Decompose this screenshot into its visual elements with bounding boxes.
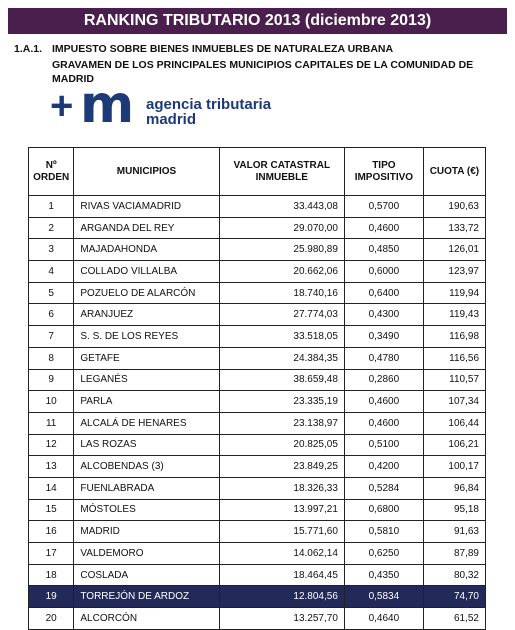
cell-municipio: POZUELO DE ALARCÓN	[74, 282, 219, 304]
cell-orden: 17	[29, 543, 74, 565]
cell-orden: 10	[29, 391, 74, 413]
cell-tipo-impositivo: 0,5834	[344, 586, 423, 608]
cell-orden: 15	[29, 499, 74, 521]
cell-municipio: LAS ROZAS	[74, 434, 219, 456]
cell-cuota: 100,17	[423, 456, 485, 478]
table-row	[29, 434, 486, 456]
cell-tipo-impositivo: 0,4300	[344, 304, 423, 326]
cell-municipio: RIVAS VACIAMADRID	[74, 196, 219, 218]
table-row	[29, 326, 486, 348]
section-title: IMPUESTO SOBRE BIENES INMUEBLES DE NATURALEZA URBANA	[52, 43, 394, 55]
cell-tipo-impositivo: 0,4780	[344, 347, 423, 369]
cell-tipo-impositivo: 0,3490	[344, 326, 423, 348]
table-row	[29, 304, 486, 326]
cell-valor-catastral: 23.849,25	[219, 456, 344, 478]
cell-orden: 1	[29, 196, 74, 218]
cell-orden: 11	[29, 412, 74, 434]
cell-orden: 3	[29, 239, 74, 261]
cell-valor-catastral: 14.062,14	[219, 543, 344, 565]
header-valor-catastral: VALOR CATASTRAL INMUEBLE	[219, 148, 344, 196]
cell-tipo-impositivo: 0,6800	[344, 499, 423, 521]
logo-plus-icon: +	[50, 84, 74, 128]
cell-tipo-impositivo: 0,4850	[344, 239, 423, 261]
table-row	[29, 564, 486, 586]
cell-municipio: LEGANÉS	[74, 369, 219, 391]
cell-municipio: ALCALÁ DE HENARES	[74, 412, 219, 434]
cell-cuota: 107,34	[423, 391, 485, 413]
cell-valor-catastral: 12.804,56	[219, 586, 344, 608]
cell-municipio: FUENLABRADA	[74, 477, 219, 499]
table-body	[29, 196, 486, 630]
cell-tipo-impositivo: 0,6400	[344, 282, 423, 304]
table-subtitle: GRAVAMEN DE LOS PRINCIPALES MUNICIPIOS CAPITALES DE LA COMUNIDAD DE MADRID	[52, 59, 474, 85]
cell-orden: 2	[29, 217, 74, 239]
cell-orden: 16	[29, 521, 74, 543]
cell-orden: 14	[29, 477, 74, 499]
cell-orden: 8	[29, 347, 74, 369]
cell-orden: 4	[29, 261, 74, 283]
logo-m-icon: m	[80, 75, 135, 135]
cell-cuota: 91,63	[423, 521, 485, 543]
cell-valor-catastral: 20.662,06	[219, 261, 344, 283]
cell-municipio: MADRID	[74, 521, 219, 543]
logo-text	[146, 97, 271, 127]
cell-cuota: 123,97	[423, 261, 485, 283]
cell-municipio: PARLA	[74, 391, 219, 413]
agencia-tributaria-logo	[50, 75, 310, 135]
cell-municipio: TORREJÓN DE ARDOZ	[74, 586, 219, 608]
cell-tipo-impositivo: 0,4350	[344, 564, 423, 586]
cell-municipio: ARGANDA DEL REY	[74, 217, 219, 239]
cell-municipio: S. S. DE LOS REYES	[74, 326, 219, 348]
cell-municipio: ALCOBENDAS (3)	[74, 456, 219, 478]
cell-orden: 9	[29, 369, 74, 391]
table-row	[29, 477, 486, 499]
cell-valor-catastral: 18.326,33	[219, 477, 344, 499]
cell-valor-catastral: 23.138,97	[219, 412, 344, 434]
cell-valor-catastral: 23.335,19	[219, 391, 344, 413]
cell-cuota: 106,44	[423, 412, 485, 434]
cell-cuota: 61,52	[423, 608, 485, 630]
cell-cuota: 126,01	[423, 239, 485, 261]
cell-tipo-impositivo: 0,5284	[344, 477, 423, 499]
cell-cuota: 190,63	[423, 196, 485, 218]
cell-valor-catastral: 13.997,21	[219, 499, 344, 521]
table-row	[29, 239, 486, 261]
cell-municipio: VALDEMORO	[74, 543, 219, 565]
cell-valor-catastral: 13.257,70	[219, 608, 344, 630]
cell-orden: 5	[29, 282, 74, 304]
cell-cuota: 119,94	[423, 282, 485, 304]
report-banner: RANKING TRIBUTARIO 2013 (diciembre 2013)	[8, 8, 507, 34]
table-row	[29, 521, 486, 543]
header-cuota: CUOTA (€)	[423, 148, 485, 196]
cell-orden: 19	[29, 586, 74, 608]
cell-cuota: 95,18	[423, 499, 485, 521]
cell-tipo-impositivo: 0,4600	[344, 217, 423, 239]
table-row	[29, 499, 486, 521]
table-row	[29, 261, 486, 283]
cell-valor-catastral: 18.740,16	[219, 282, 344, 304]
cell-valor-catastral: 27.774,03	[219, 304, 344, 326]
cell-tipo-impositivo: 0,5700	[344, 196, 423, 218]
cell-valor-catastral: 20.825,05	[219, 434, 344, 456]
cell-cuota: 87,89	[423, 543, 485, 565]
cell-cuota: 106,21	[423, 434, 485, 456]
cell-tipo-impositivo: 0,4640	[344, 608, 423, 630]
cell-valor-catastral: 33.518,05	[219, 326, 344, 348]
table-row	[29, 412, 486, 434]
section-number: 1.A.1.	[14, 43, 43, 55]
cell-cuota: 116,98	[423, 326, 485, 348]
table-row	[29, 608, 486, 630]
cell-municipio: COSLADA	[74, 564, 219, 586]
cell-municipio: MAJADAHONDA	[74, 239, 219, 261]
cell-cuota: 74,70	[423, 586, 485, 608]
logo-text-line1: agencia tributaria	[146, 96, 272, 113]
cell-tipo-impositivo: 0,5100	[344, 434, 423, 456]
cell-valor-catastral: 29.070,00	[219, 217, 344, 239]
cell-cuota: 133,72	[423, 217, 485, 239]
cell-tipo-impositivo: 0,4600	[344, 412, 423, 434]
cell-tipo-impositivo: 0,6000	[344, 261, 423, 283]
cell-municipio: COLLADO VILLALBA	[74, 261, 219, 283]
cell-tipo-impositivo: 0,2860	[344, 369, 423, 391]
cell-orden: 12	[29, 434, 74, 456]
cell-valor-catastral: 24.384,35	[219, 347, 344, 369]
header-municipios: MUNICIPIOS	[74, 148, 219, 196]
table-row	[29, 347, 486, 369]
cell-valor-catastral: 18.464,45	[219, 564, 344, 586]
cell-valor-catastral: 33.443,08	[219, 196, 344, 218]
cell-tipo-impositivo: 0,4200	[344, 456, 423, 478]
cell-municipio: ALCORCÓN	[74, 608, 219, 630]
cell-municipio: ARANJUEZ	[74, 304, 219, 326]
table-row	[29, 586, 486, 608]
header-orden: Nº ORDEN	[29, 148, 74, 196]
cell-tipo-impositivo: 0,6250	[344, 543, 423, 565]
table-row	[29, 217, 486, 239]
cell-valor-catastral: 15.771,60	[219, 521, 344, 543]
cell-valor-catastral: 25.980,89	[219, 239, 344, 261]
cell-orden: 7	[29, 326, 74, 348]
section-heading	[14, 42, 504, 56]
table-row	[29, 369, 486, 391]
cell-cuota: 80,32	[423, 564, 485, 586]
table-row	[29, 456, 486, 478]
table-header-row	[29, 148, 486, 196]
cell-orden: 20	[29, 608, 74, 630]
cell-valor-catastral: 38.659,48	[219, 369, 344, 391]
ranking-table	[28, 147, 486, 630]
table-row	[29, 543, 486, 565]
header-tipo-impositivo: TIPO IMPOSITIVO	[344, 148, 423, 196]
cell-orden: 18	[29, 564, 74, 586]
table-row	[29, 196, 486, 218]
cell-municipio: MÓSTOLES	[74, 499, 219, 521]
cell-tipo-impositivo: 0,5810	[344, 521, 423, 543]
table-row	[29, 282, 486, 304]
logo-text-line2: madrid	[146, 111, 197, 128]
cell-tipo-impositivo: 0,4600	[344, 391, 423, 413]
cell-cuota: 116,56	[423, 347, 485, 369]
cell-cuota: 110,57	[423, 369, 485, 391]
cell-municipio: GETAFE	[74, 347, 219, 369]
cell-cuota: 119,43	[423, 304, 485, 326]
table-row	[29, 391, 486, 413]
cell-cuota: 96,84	[423, 477, 485, 499]
cell-orden: 13	[29, 456, 74, 478]
cell-orden: 6	[29, 304, 74, 326]
